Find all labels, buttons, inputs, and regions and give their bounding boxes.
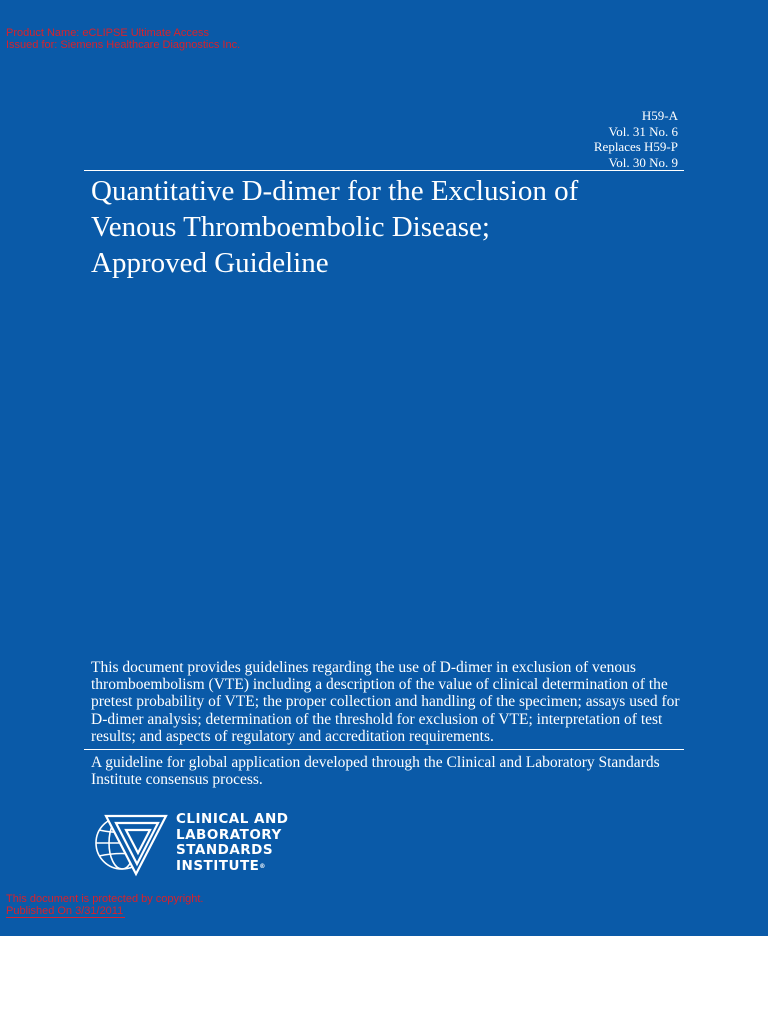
- document-code: H59-A: [641, 108, 678, 123]
- watermark-top: [6, 27, 240, 51]
- middle-divider: [84, 749, 684, 750]
- watermark-copyright: This document is protected by copyright.: [6, 893, 204, 905]
- watermark-bottom: [6, 893, 203, 917]
- logo-wordmark: [176, 812, 288, 874]
- globe-logo-icon: [92, 808, 170, 878]
- document-summary: This document provides guidelines regarding the use of D-dimer in exclusion of venous thromboembolism (VTE) including a description of the value of clinical determination of the pretest probability of VTE; the proper collection and handling of the specimen; assays used for D-dimer analysis; determination of the threshold for exclusion of VTE; interpretation of test results; and aspects of regulatory and accreditation requirements.: [91, 659, 680, 745]
- guideline-statement: A guideline for global application developed through the Clinical and Laboratory Standards Institute consensus process.: [91, 754, 660, 789]
- watermark-issued-for: Issued for: Siemens Healthcare Diagnostics Inc.: [6, 39, 241, 51]
- document-codes: [594, 108, 678, 170]
- clsi-logo: [92, 808, 288, 878]
- logo-line-3: STANDARDS: [176, 842, 274, 858]
- logo-line-4: INSTITUTE: [176, 857, 260, 874]
- top-divider: [84, 170, 684, 171]
- title-line-2: Venous Thromboembolic Disease;: [91, 211, 490, 243]
- title-line-1: Quantitative D-dimer for the Exclusion of: [91, 175, 579, 207]
- logo-line-1: CLINICAL AND: [176, 811, 289, 827]
- title-line-3: Approved Guideline: [91, 247, 329, 279]
- replaces-code: Replaces H59-P: [593, 139, 678, 154]
- volume-number: Vol. 31 No. 6: [608, 123, 678, 139]
- watermark-published-date: Published On 3/31/2011: [6, 905, 124, 917]
- registered-mark: ®: [259, 862, 266, 870]
- document-title: [91, 173, 691, 281]
- watermark-product-name: Product Name: eCLIPSE Ultimate Access: [6, 27, 209, 39]
- replaces-volume: Vol. 30 No. 9: [608, 154, 678, 170]
- logo-line-2: LABORATORY: [176, 826, 282, 843]
